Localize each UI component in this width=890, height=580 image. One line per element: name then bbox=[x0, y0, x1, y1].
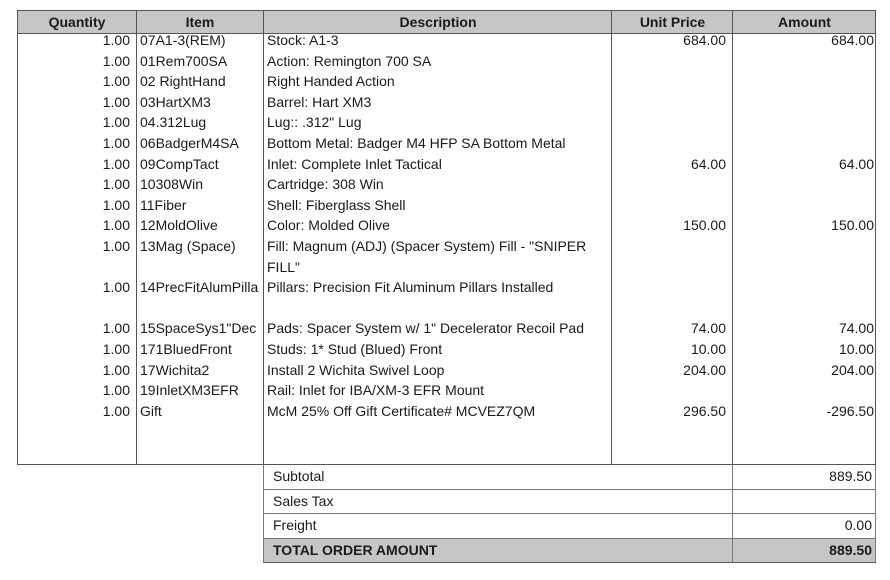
unit-price-cell: 204.00 bbox=[683, 361, 726, 378]
subtotal-value: 889.50 bbox=[829, 468, 872, 484]
totals-block bbox=[263, 465, 876, 563]
quantity-cell: 1.00 bbox=[102, 93, 130, 110]
table-row bbox=[18, 30, 875, 51]
description-cell: Barrel: Hart XM3 bbox=[267, 93, 372, 110]
column-header-description: Description bbox=[399, 14, 477, 30]
quantity-cell: 1.00 bbox=[102, 237, 130, 254]
table-row bbox=[18, 112, 875, 133]
item-code-cell: 07A1-3(REM) bbox=[140, 32, 226, 48]
unit-price-cell: 150.00 bbox=[683, 217, 726, 234]
description-cell: Lug:: .312" Lug bbox=[267, 114, 362, 131]
totals-divider bbox=[732, 490, 733, 514]
table-row bbox=[18, 380, 875, 401]
quantity-cell: 1.00 bbox=[102, 73, 130, 90]
amount-cell: 74.00 bbox=[838, 320, 874, 337]
invoice-table bbox=[17, 10, 876, 465]
total-order-label: TOTAL ORDER AMOUNT bbox=[273, 541, 438, 558]
item-code-cell: 17Wichita2 bbox=[140, 361, 210, 378]
item-code-cell: 13Mag (Space) bbox=[140, 237, 236, 254]
amount-cell: 64.00 bbox=[838, 155, 874, 172]
item-code-cell: 171BluedFront bbox=[140, 340, 232, 357]
column-header-unit-price: Unit Price bbox=[639, 14, 706, 30]
amount-cell: 684.00 bbox=[831, 32, 874, 48]
freight-row bbox=[263, 514, 876, 539]
column-header-amount: Amount bbox=[778, 14, 831, 30]
table-row bbox=[18, 51, 875, 72]
table-row bbox=[18, 277, 875, 318]
item-code-cell: 15SpaceSys1"Dec bbox=[140, 320, 257, 337]
item-code-cell: 19InletXM3EFR bbox=[140, 382, 239, 399]
quantity-cell: 1.00 bbox=[102, 217, 130, 234]
item-code-cell: 04.312Lug bbox=[140, 114, 207, 131]
quantity-cell: 1.00 bbox=[102, 176, 130, 193]
table-row bbox=[18, 71, 875, 92]
table-row bbox=[18, 154, 875, 175]
item-code-cell: 06BadgerM4SA bbox=[140, 134, 239, 151]
table-row bbox=[18, 236, 875, 277]
column-header-item: Item bbox=[185, 14, 215, 30]
description-cell: McM 25% Off Gift Certificate# MCVEZ7QM bbox=[267, 402, 536, 419]
table-row bbox=[18, 133, 875, 154]
table-row bbox=[18, 195, 875, 216]
quantity-cell: 1.00 bbox=[102, 155, 130, 172]
description-cell: Studs: 1* Stud (Blued) Front bbox=[267, 340, 443, 357]
item-code-cell: 12MoldOlive bbox=[140, 217, 218, 234]
freight-value: 0.00 bbox=[844, 517, 872, 533]
quantity-cell: 1.00 bbox=[102, 402, 130, 419]
item-code-cell: 11Fiber bbox=[140, 196, 187, 213]
freight-label: Freight bbox=[273, 517, 317, 533]
quantity-cell: 1.00 bbox=[102, 382, 130, 399]
unit-price-cell: 684.00 bbox=[683, 32, 726, 48]
table-row bbox=[18, 360, 875, 381]
item-code-cell: 02 RightHand bbox=[140, 73, 226, 90]
description-cell: Bottom Metal: Badger M4 HFP SA Bottom Metal bbox=[267, 134, 566, 151]
table-row bbox=[18, 339, 875, 360]
description-cell: Shell: Fiberglass Shell bbox=[267, 196, 406, 213]
item-code-cell: 14PrecFitAlumPilla bbox=[140, 279, 259, 296]
unit-price-cell: 64.00 bbox=[690, 155, 726, 172]
line-items bbox=[18, 30, 875, 421]
unit-price-cell: 296.50 bbox=[683, 402, 726, 419]
description-cell: Cartridge: 308 Win bbox=[267, 176, 384, 193]
subtotal-label: Subtotal bbox=[273, 468, 325, 484]
unit-price-cell: 74.00 bbox=[690, 320, 726, 337]
unit-price-cell: 10.00 bbox=[690, 340, 726, 357]
item-code-cell: 01Rem700SA bbox=[140, 52, 228, 69]
description-cell: Action: Remington 700 SA bbox=[267, 52, 432, 69]
total-order-row bbox=[263, 539, 876, 564]
quantity-cell: 1.00 bbox=[102, 320, 130, 337]
table-row bbox=[18, 92, 875, 113]
sales-tax-row bbox=[263, 490, 876, 515]
item-code-cell: Gift bbox=[140, 402, 162, 419]
quantity-cell: 1.00 bbox=[102, 32, 130, 48]
description-cell: Rail: Inlet for IBA/XM-3 EFR Mount bbox=[267, 382, 485, 399]
description-cell: Install 2 Wichita Swivel Loop bbox=[267, 361, 445, 378]
item-code-cell: 03HartXM3 bbox=[140, 93, 211, 110]
total-order-value: 889.50 bbox=[829, 541, 872, 558]
description-cell: Inlet: Complete Inlet Tactical bbox=[267, 155, 442, 172]
quantity-cell: 1.00 bbox=[102, 52, 130, 69]
quantity-cell: 1.00 bbox=[102, 340, 130, 357]
quantity-cell: 1.00 bbox=[102, 134, 130, 151]
description-cell: Stock: A1-3 bbox=[267, 32, 339, 48]
quantity-cell: 1.00 bbox=[102, 361, 130, 378]
sales-tax-label: Sales Tax bbox=[273, 492, 334, 509]
table-row bbox=[18, 401, 875, 422]
amount-cell: 10.00 bbox=[838, 340, 874, 357]
description-cell: Pads: Spacer System w/ 1" Decelerator Recoil Pad bbox=[267, 320, 584, 337]
table-row bbox=[18, 318, 875, 339]
description-cell: Right Handed Action bbox=[267, 73, 395, 90]
column-header-quantity: Quantity bbox=[48, 14, 106, 30]
item-code-cell: 10308Win bbox=[140, 176, 204, 193]
description-cell: Pillars: Precision Fit Aluminum Pillars Installed bbox=[267, 279, 554, 296]
quantity-cell: 1.00 bbox=[102, 114, 130, 131]
amount-cell: 204.00 bbox=[831, 361, 874, 378]
amount-cell: 150.00 bbox=[831, 217, 874, 234]
item-code-cell: 09CompTact bbox=[140, 155, 219, 172]
table-row bbox=[18, 215, 875, 236]
quantity-cell: 1.00 bbox=[102, 279, 130, 296]
amount-cell: -296.50 bbox=[826, 402, 874, 419]
table-row bbox=[18, 174, 875, 195]
subtotal-row bbox=[263, 465, 876, 490]
description-cell: Fill: Magnum (ADJ) (Spacer System) Fill - "SNIPER FILL" bbox=[267, 237, 587, 275]
quantity-cell: 1.00 bbox=[102, 196, 130, 213]
description-cell: Color: Molded Olive bbox=[267, 217, 390, 234]
